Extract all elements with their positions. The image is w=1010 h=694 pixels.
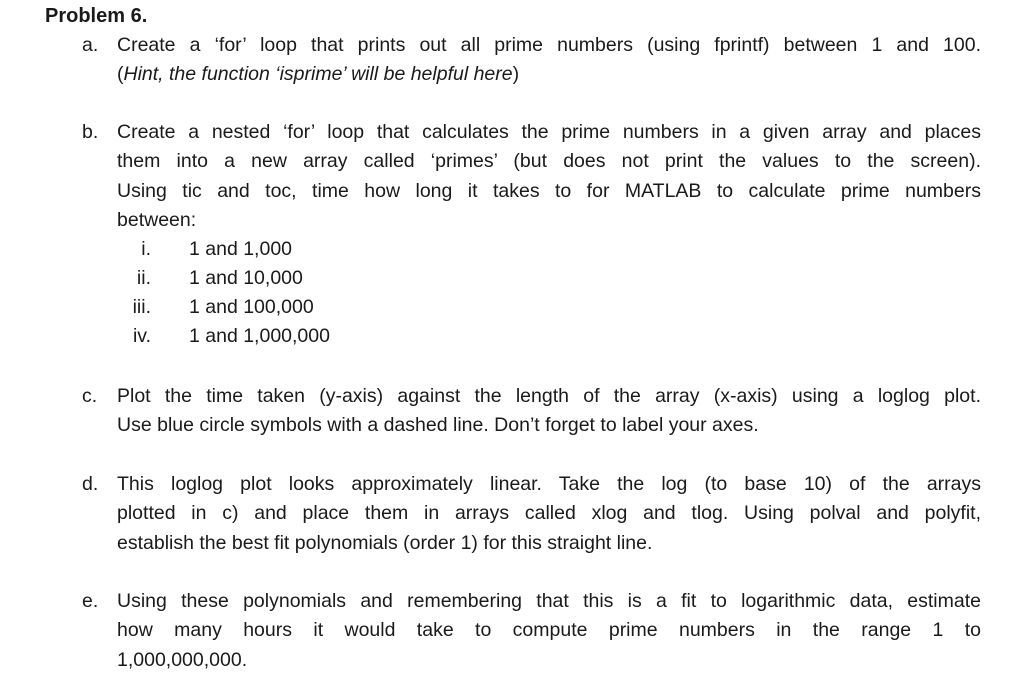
problem-title: Problem 6.: [45, 5, 148, 27]
item-a-line-1: Create a ‘for’ loop that prints out all prime numbers (using fprintf) between 1 and 100.: [117, 34, 981, 56]
sub-item-text: 1 and 100,000: [189, 296, 314, 318]
item-a-hint: Hint, the function ‘isprime’ will be helpful here: [123, 63, 513, 86]
sub-item-marker: iv.: [132, 325, 151, 347]
item-d-line-2: plotted in c) and place them in arrays called xlog and tlog. Using polval and polyfit,: [117, 502, 981, 525]
item-a-hint-close: ): [512, 63, 520, 86]
sub-item-text: 1 and 1,000,000: [189, 325, 330, 347]
sub-item-text: 1 and 10,000: [189, 267, 303, 289]
item-b-line-4: between:: [117, 208, 197, 231]
item-a-marker: a.: [82, 34, 99, 56]
item-b-body: [117, 118, 981, 235]
sub-item-marker: iii.: [132, 296, 151, 318]
item-a-body: [117, 31, 981, 90]
item-b-line-1: Create a nested ‘for’ loop that calculates the prime numbers in a given array and places: [117, 121, 981, 143]
item-a-line-2: [117, 60, 981, 89]
item-e-marker: e.: [82, 590, 99, 612]
item-d-line-1: This loglog plot looks approximately linear. Take the log (to base 10) of the arrays: [117, 473, 981, 495]
sub-item-marker: i.: [141, 238, 151, 260]
item-b-line-3: Using tic and toc, time how long it takes to for MATLAB to calculate prime numbers: [117, 179, 981, 202]
item-c-line-1: Plot the time taken (y-axis) against the length of the array (x-axis) using a loglog plot.: [117, 385, 981, 407]
item-d-line-3: establish the best fit polynomials (order 1) for this straight line.: [117, 531, 653, 554]
item-e-line-1: Using these polynomials and remembering that this is a fit to logarithmic data, estimate: [117, 590, 981, 612]
item-c-line-2: Use blue circle symbols with a dashed line. Don’t forget to label your axes.: [117, 414, 759, 437]
sub-item-text: 1 and 1,000: [189, 238, 293, 260]
item-b-marker: b.: [82, 121, 99, 143]
item-b-line-2: them into a new array called ‘primes’ (but does not print the values to the screen).: [117, 150, 981, 173]
item-e-body: [117, 587, 981, 675]
item-d-marker: d.: [82, 473, 99, 495]
item-c-body: [117, 382, 981, 441]
item-e-line-3: 1,000,000,000.: [117, 648, 248, 671]
item-e-line-2: how many hours it would take to compute prime numbers in the range 1 to: [117, 619, 981, 642]
item-c-marker: c.: [82, 385, 98, 407]
sub-item-marker: ii.: [136, 267, 151, 289]
item-a-hint-open: (: [117, 63, 124, 86]
item-d-body: [117, 470, 981, 558]
